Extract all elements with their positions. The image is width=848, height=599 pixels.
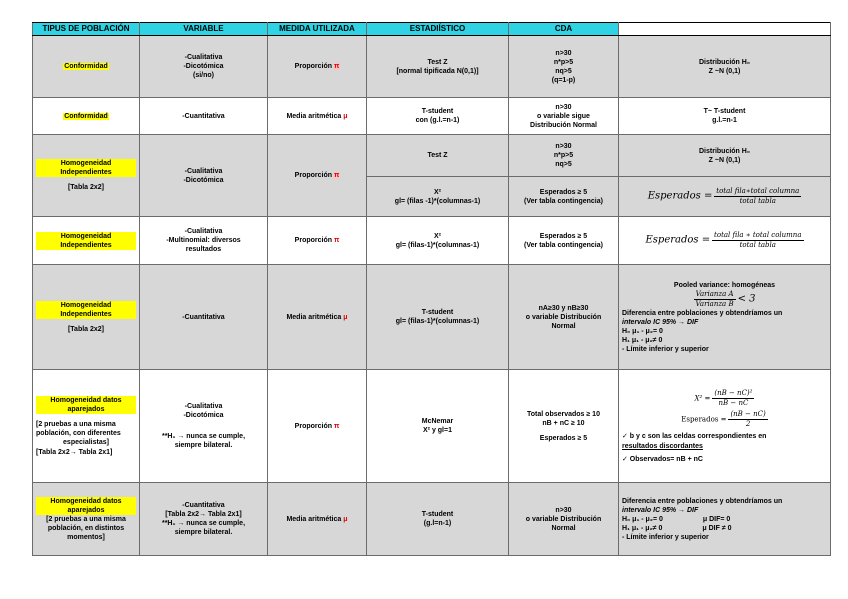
table-row (33, 36, 831, 98)
cell-variable: -Cuantitativa [Tabla 2x2→ Tabla 2x1] **H₁ → nunca se cumple, siempre bilateral. (140, 483, 268, 556)
table-row (33, 370, 831, 483)
variance-fraction: $\frac{\text{Varianza A}}{\text{Varianza B}}$ (695, 289, 734, 308)
cell-formula: Esperados = $\frac{\text{total fila ∗ total columna}}{\text{total tabla}}$ (619, 217, 831, 265)
cell-cda: Esperados ≥ 5 (Ver tabla contingencia) (509, 177, 619, 217)
header-tipus: TIPUS DE POBLACIÓN (33, 23, 140, 36)
statistics-table (32, 22, 831, 556)
header-estadistico: ESTADIÍSTICO (367, 23, 509, 36)
cell-variable: -Cualitativa -Multinomial: diversos resultados (140, 217, 268, 265)
cell-extra: T~ T-student g.l.=n-1 (619, 98, 831, 135)
cell-medida: Proporción π (268, 36, 367, 98)
table-row (33, 217, 831, 265)
table-row (33, 135, 831, 177)
expected-fraction: $\frac{(nB - nC)}{2}$ (730, 410, 766, 429)
cell-variable: -Cualitativa -Dicotómica (140, 135, 268, 217)
cell-tipus: Homogeneidad Independientes [Tabla 2x2] (33, 265, 140, 370)
cell-extra: Distribución H₀ Z ~N (0,1) (619, 36, 831, 98)
table-row (33, 265, 831, 370)
cell-variable: -Cuantitativa (140, 265, 268, 370)
cell-medida: Proporción π (268, 217, 367, 265)
chi-fraction: $\frac{\text{(nB − nC)²}}{nB - nC}$ (714, 389, 753, 408)
cell-cda: Total observados ≥ 10 nB + nC ≥ 10 Esperados ≥ 5 (509, 370, 619, 483)
cell-cda: n>30 n*p>5 nq>5 (509, 135, 619, 177)
cell-variable: -Cualitativa -Dicotómica (si/no) (140, 36, 268, 98)
cell-extra: X² = $\frac{\text{(nB − nC)²}}{nB - nC}$ Esperados = $\frac{(nB - nC)}{2}$ ✓ b y c son las celdas correspondientes en resultados discordantes ✓ Observados= nB + nC (619, 370, 831, 483)
fraction: $\frac{\text{total fila ∗ total columna}}{\text{total tabla}}$ (714, 231, 802, 250)
cell-estadistico: McNemar X² y gl=1 (367, 370, 509, 483)
cell-estadistico: Test Z (367, 135, 509, 177)
cell-cda: nA≥30 y nB≥30 o variable Distribución Normal (509, 265, 619, 370)
cell-variable: -Cuantitativa (140, 98, 268, 135)
header-row (33, 23, 831, 36)
cell-estadistico: X² gl= (filas -1)*(columnas-1) (367, 177, 509, 217)
cell-tipus: Homogeneidad datos aparejados [2 pruebas a una misma población, en distintos momentos] (33, 483, 140, 556)
cell-tipus: Conformidad (33, 98, 140, 135)
cell-estadistico: T-student con (g.l.=n-1) (367, 98, 509, 135)
cell-cda: Esperados ≥ 5 (Ver tabla contingencia) (509, 217, 619, 265)
cell-medida: Proporción π (268, 370, 367, 483)
cell-estadistico: X² gl= (filas-1)*(columnas-1) (367, 217, 509, 265)
cell-extra: Pooled variance: homogéneas $\frac{\text{Varianza A}}{\text{Varianza B}}$ < 3 Diferencia entre poblaciones y obtendríamos un intervalo IC 95% → DIF H₀ μ₁ - μ₂= 0 H₁ μ₁ - μ₂≠ 0 - Límite inferior y superior (619, 265, 831, 370)
cell-extra: Diferencia entre poblaciones y obtendríamos un intervalo IC 95% → DIF H₀ μ₁ - μ₂= 0 μ DIF= 0 H₁ μ₁ - μ₂≠ 0 μ DIF ≠ 0 - Límite inferior y superior (619, 483, 831, 556)
header-medida: MEDIDA UTILIZADA (268, 23, 367, 36)
cell-medida: Media aritmética μ (268, 98, 367, 135)
cell-medida: Media aritmética μ (268, 265, 367, 370)
cell-formula: Esperados = $\frac{\text{total fila∗total columna}}{\text{total tabla}}$ (619, 177, 831, 217)
header-cda: CDA (509, 23, 619, 36)
cell-tipus: Homogeneidad datos aparejados [2 pruebas a una misma población, con diferentes especialistas] [Tabla 2x2→ Tabla 2x1] (33, 370, 140, 483)
cell-estadistico: T-student (g.l=n-1) (367, 483, 509, 556)
statistics-table-container (32, 22, 830, 556)
cell-cda: n>30 o variable sigue Distribución Normal (509, 98, 619, 135)
fraction: $\frac{\text{total fila∗total columna}}{\text{total tabla}}$ (716, 187, 800, 206)
cell-tipus: Homogeneidad Independientes (33, 217, 140, 265)
cell-estadistico: Test Z [normal tipificada N(0,1)] (367, 36, 509, 98)
cell-variable: -Cualitativa -Dicotómica **H₁ → nunca se cumple, siempre bilateral. (140, 370, 268, 483)
cell-medida: Proporción π (268, 135, 367, 217)
table-row (33, 98, 831, 135)
table-row (33, 483, 831, 556)
cell-tipus: Conformidad (33, 36, 140, 98)
cell-estadistico: T-student gl= (filas-1)*(columnas-1) (367, 265, 509, 370)
cell-cda: n>30 n*p>5 nq>5 (q=1-p) (509, 36, 619, 98)
header-variable: VARIABLE (140, 23, 268, 36)
cell-extra: Distribución H₀ Z ~N (0,1) (619, 135, 831, 177)
cell-medida: Media aritmética μ (268, 483, 367, 556)
cell-cda: n>30 o variable Distribución Normal (509, 483, 619, 556)
header-blank (619, 23, 831, 36)
cell-tipus: Homogeneidad Independientes [Tabla 2x2] (33, 135, 140, 217)
